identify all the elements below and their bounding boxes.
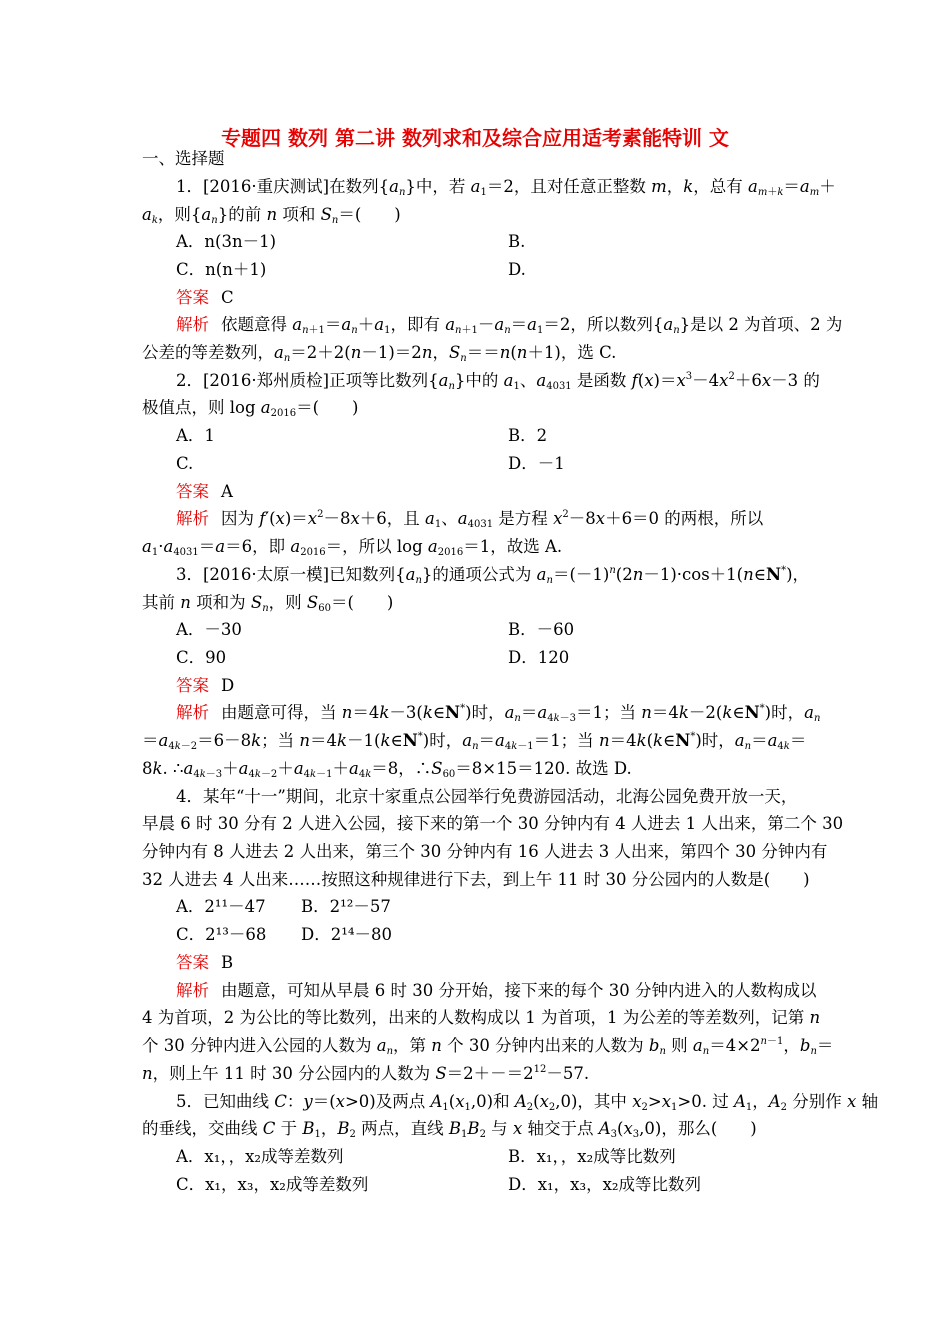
q3-stem-line2: 其前 n 项和为 $S_n$，则 $S_{60}=$( ) — [142, 593, 394, 614]
q5-stem-line1: 5．已知曲线 C：y＝(x>0)及两点 $A_1(x_1,0)$和 $A_2(x_2,0)$，其中 $x_2>x_1>0$. 过 $A_1$，$A_2$ 分别作 x 轴 — [176, 1092, 879, 1113]
page-title: 专题四 数列 第二讲 数列求和及综合应用适考素能特训 文 — [221, 126, 729, 150]
q2-option-c: C. — [176, 454, 194, 473]
q1-stem-line2: $a_k$，则$\{a_n\}$的前 n 项和 $S_n=$( ) — [142, 205, 401, 226]
q5-stem-line2: 的垂线，交曲线 C 于 $B_1$，$B_2$ 两点，直线 $B_1B_2$ 与 x 轴交于点 $A_3(x_3,0)$，那么( ) — [142, 1119, 757, 1140]
q4-option-c: C．2¹³－68 — [176, 925, 267, 944]
q4-option-d: D．2¹⁴－80 — [301, 925, 392, 944]
q4-analysis-line2: 4 为首项，2 为公比的等比数列，出来的人数构成以 1 为首项，1 为公差的等差数列，记第 n — [142, 1008, 821, 1027]
q1-answer-value: C — [221, 288, 234, 307]
q4-answer-value: B — [221, 953, 234, 972]
q5-option-a: A．x₁，，x₂成等差数列 — [176, 1147, 344, 1166]
q1-option-c: C．n(n＋1) — [176, 260, 267, 279]
q4-stem-line1: 4．某年“十一”期间，北京十家重点公园举行免费游园活动，北海公园免费开放一天， — [176, 787, 798, 806]
section-heading: 一、选择题 — [142, 149, 225, 168]
q2-stem-line1: 2．[2016·郑州质检]正项等比数列$\{a_n\}$中的 $a_1$、$a_{4031}$ 是函数 $f(x)=x^3-4x^2+6x-3$ 的 — [176, 371, 820, 392]
analysis-label: 解析 — [176, 315, 209, 334]
q4-stem-line2: 早晨 6 时 30 分有 2 人进入公园，接下来的第一个 30 分钟内有 4 人进去 1 人出来，第二个 30 — [142, 814, 844, 833]
q3-option-c: C．90 — [176, 648, 227, 667]
q2-analysis-line2: $a_1\cdot a_{4031}=a=6$，即 $a_{2016}=$，所以 $\log a_{2016}=1$，故选 A. — [142, 537, 563, 558]
q5-option-c: C．x₁，x₃，x₂成等差数列 — [176, 1175, 369, 1194]
q2-answer — [176, 481, 233, 503]
q4-analysis-line4: n，则上午 11 时 30 分公园内的人数为 $S=2+-=2^{12}-57$. — [142, 1064, 590, 1083]
q1-analysis-line1: 解析 依题意得 $a_{n+1}=a_n+a_1$，即有 $a_{n+1}-a_n=a_1=2$，所以数列$\{a_n\}$是以 2 为首项、2 为 — [176, 315, 843, 336]
analysis-label: 解析 — [176, 981, 209, 1000]
q3-stem-line1: 3．[2016·太原一模]已知数列$\{a_n\}$的通项公式为 $a_n=(-1)^n(2n-1)\cdot\cos+1(n\in N^*)$， — [176, 565, 810, 586]
q4-option-a: A．2¹¹－47 — [176, 897, 266, 916]
q3-analysis-line3: 8k. $\therefore a_{4k-3}+a_{4k-2}+a_{4k-1}+a_{4k}=8$，$\therefore S_{60}=8\times 15=120$. 故选 D. — [142, 759, 632, 780]
q2-option-a: A．1 — [176, 426, 215, 445]
q2-option-b: B．2 — [508, 426, 548, 445]
q2-stem-line2: 极值点，则 $\log a_{2016}=$( ) — [142, 398, 359, 419]
q3-option-b: B．－60 — [508, 620, 575, 639]
q2-analysis-line1: 解析 因为 $f'(x)=x^2-8x+6$，且 $a_1$、$a_{4031}$ 是方程 $x^2-8x+6=0$ 的两根，所以 — [176, 509, 764, 530]
answer-label: 答案 — [176, 482, 209, 501]
q1-analysis-line2: 公差的等差数列，$a_n=2+2(n-1)=2n$，$S_n==n(n+1)$，选 C. — [142, 343, 617, 364]
analysis-label: 解析 — [176, 509, 209, 528]
q4-stem-line4: 32 人进去 4 人出来……按照这种规律进行下去，到上午 11 时 30 分公园内的人数是( ) — [142, 870, 810, 889]
q5-option-b: B．x₁，，x₂成等比数列 — [508, 1147, 676, 1166]
q4-analysis-line3: 个 30 分钟内进入公园的人数为 $a_n$，第 n 个 30 分钟内出来的人数为 $b_n$ 则 $a_n=4\times 2^{n-1}$，$b_n=$ — [142, 1036, 834, 1057]
q1-option-b: B. — [508, 232, 526, 251]
q3-answer — [176, 675, 234, 697]
q1-answer — [176, 287, 234, 309]
q4-analysis-line1: 解析 由题意，可知从早晨 6 时 30 分开始，接下来的每个 30 分钟内进入的人数构成以 — [176, 981, 817, 1000]
q3-option-d: D．120 — [508, 648, 570, 667]
q4-stem-line3: 分钟内有 8 人进去 2 人出来，第三个 30 分钟内有 16 人进去 3 人出来，第四个 30 分钟内有 — [142, 842, 828, 861]
q4-option-b: B．2¹²－57 — [301, 897, 391, 916]
analysis-label: 解析 — [176, 703, 209, 722]
q3-answer-value: D — [221, 676, 235, 695]
answer-label: 答案 — [176, 676, 209, 695]
q1-option-a: A．n(3n－1) — [176, 232, 277, 251]
q1-option-d: D. — [508, 260, 526, 279]
q5-option-d: D．x₁，x₃，x₂成等比数列 — [508, 1175, 701, 1194]
q2-option-d: D．－1 — [508, 454, 565, 473]
answer-label: 答案 — [176, 288, 209, 307]
answer-label: 答案 — [176, 953, 209, 972]
q3-analysis-line1: 解析 由题意可得，当 n＝4k－3(k∈N*)时，$a_n=a_{4k-3}=1$；当 n＝4k－2(k∈N*)时，$a_n$ — [176, 703, 821, 724]
q3-analysis-line2: $=a_{4k-2}=6-8k$；当 n＝4k－1(k∈N*)时，$a_n=a_{4k-1}=1$；当 n＝4k(k∈N*)时，$a_n=a_{4k}=$ — [142, 731, 807, 752]
q2-answer-value: A — [221, 482, 233, 501]
q3-option-a: A．－30 — [176, 620, 242, 639]
q1-stem-line1: 1．[2016·重庆测试]在数列$\{a_n\}$中，若 $a_1=2$，且对任意正整数 m，k，总有 $a_{m+k}=a_m+$ — [176, 177, 836, 198]
q4-answer — [176, 952, 233, 974]
